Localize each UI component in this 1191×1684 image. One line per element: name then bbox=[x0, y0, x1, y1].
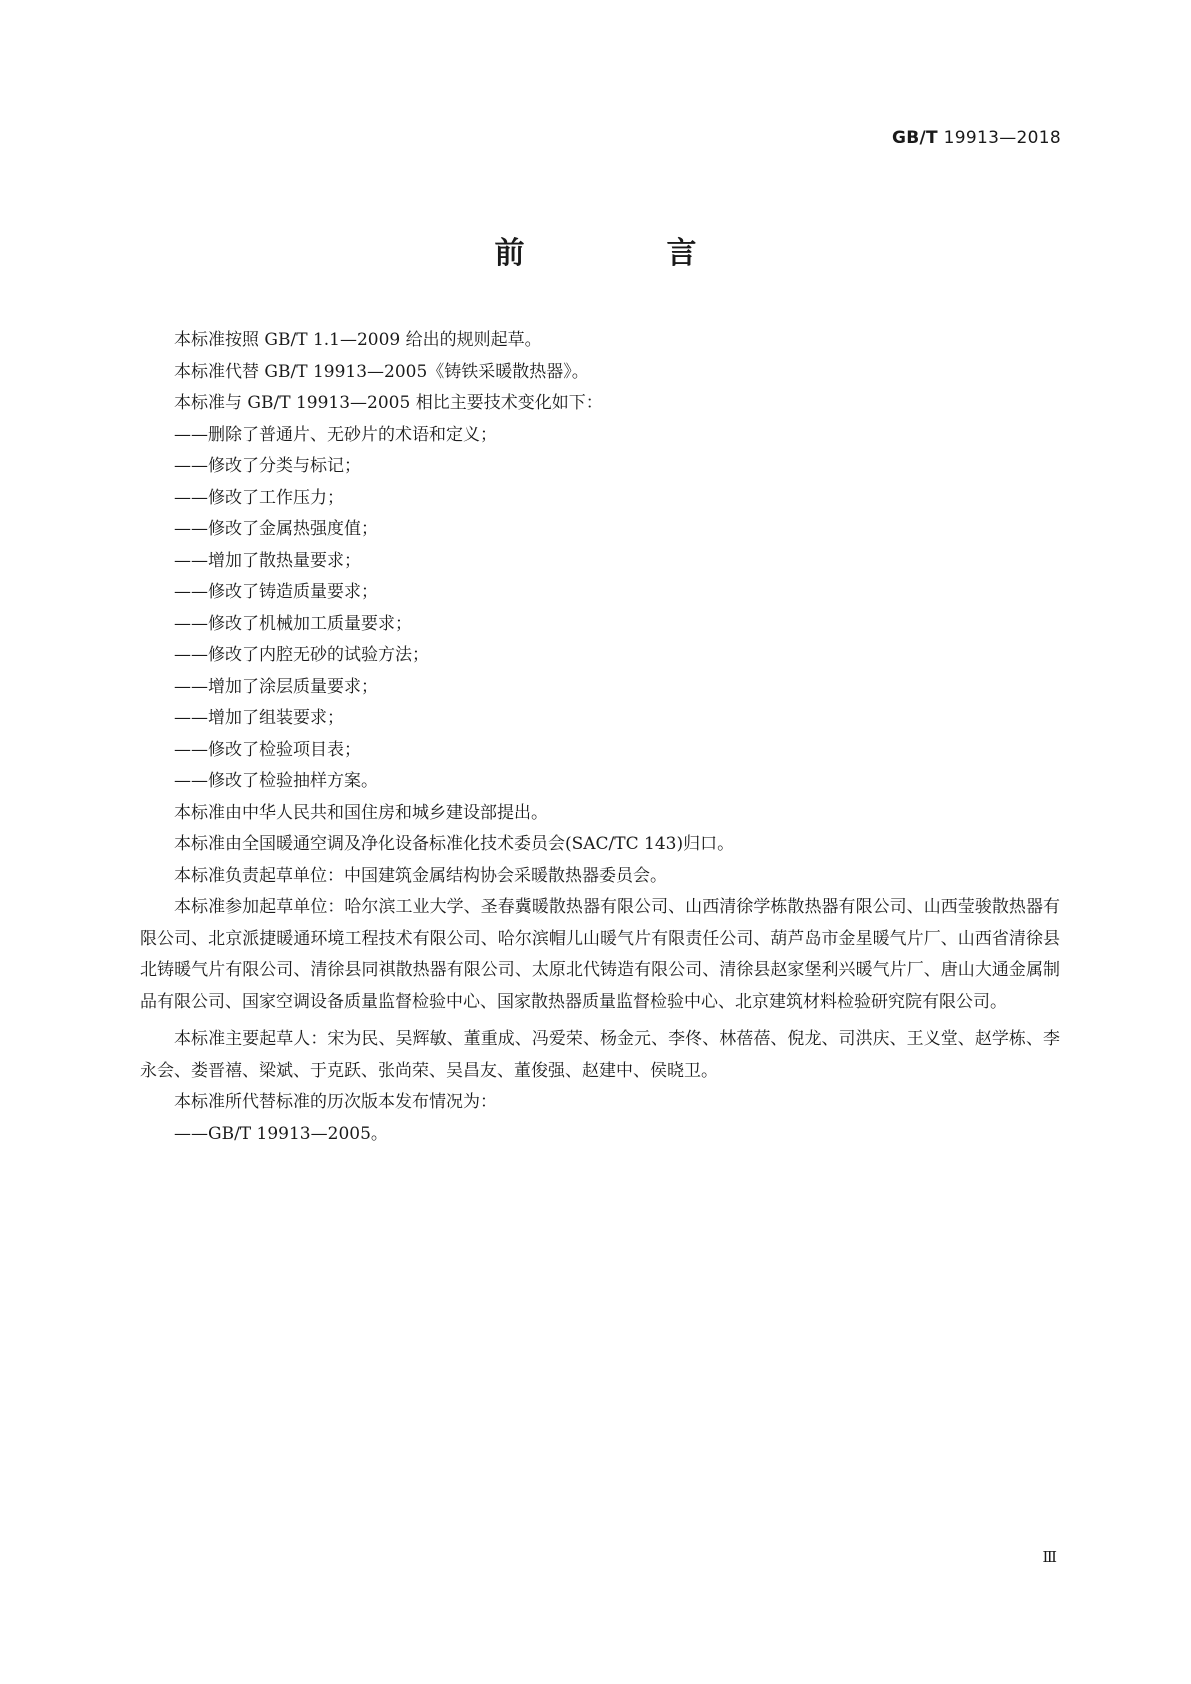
list-item: ——删除了普通片、无砂片的术语和定义； bbox=[174, 424, 497, 445]
paragraph-drafting-rules: 本标准按照 GB/T 1.1—2009 给出的规则起草。 bbox=[174, 330, 542, 350]
changes-list bbox=[140, 420, 1060, 798]
list-item: ——修改了内腔无砂的试验方法； bbox=[174, 645, 429, 665]
paragraph-centralized-by: 本标准由全国暖通空调及净化设备标准化技术委员会(SAC/TC 143)归口。 bbox=[174, 834, 735, 854]
list-item: ——修改了铸造质量要求； bbox=[174, 582, 378, 602]
list-item: ——修改了检验抽样方案。 bbox=[174, 771, 378, 791]
list-item: ——修改了工作压力； bbox=[174, 487, 344, 508]
list-item: ——修改了检验项目表； bbox=[174, 739, 361, 760]
standard-code-number: 19913—2018 bbox=[943, 128, 1061, 148]
paragraph-responsible-unit: 本标准负责起草单位：中国建筑金属结构协会采暖散热器委员会。 bbox=[174, 865, 667, 886]
list-item: ——修改了金属热强度值； bbox=[174, 519, 378, 539]
paragraph-proposed-by: 本标准由中华人民共和国住房和城乡建设部提出。 bbox=[174, 802, 548, 823]
page-title: 前 言 bbox=[494, 236, 753, 271]
list-item: ——修改了机械加工质量要求； bbox=[174, 613, 412, 634]
history-item: ——GB/T 19913—2005。 bbox=[174, 1123, 388, 1144]
paragraph-drafters: 本标准主要起草人：宋为民、吴辉敏、董重成、冯爱荣、杨金元、李佟、林蓓蓓、倪龙、司洪庆、王义堂、赵学栋、李永会、娄晋禧、梁斌、于克跃、张尚荣、吴昌友、董俊强、赵建中、侯晓卫。 bbox=[140, 1029, 1060, 1081]
standard-code-prefix: GB/T bbox=[892, 128, 938, 148]
list-item: ——增加了散热量要求； bbox=[174, 550, 361, 571]
document-body bbox=[140, 325, 1060, 1150]
paragraph-changes-intro: 本标准与 GB/T 19913—2005 相比主要技术变化如下： bbox=[174, 393, 603, 413]
list-item: ——增加了组装要求； bbox=[174, 708, 344, 728]
paragraph-history-intro: 本标准所代替标准的历次版本发布情况为： bbox=[174, 1092, 497, 1112]
page-number: Ⅲ bbox=[1042, 1548, 1057, 1566]
paragraph-participating-units: 本标准参加起草单位：哈尔滨工业大学、圣春冀暖散热器有限公司、山西清徐学栋散热器有限公司、山西莹骏散热器有限公司、北京派捷暖通环境工程技术有限公司、哈尔滨帽儿山暖气片有限责任公司、葫芦岛市金星暖气片厂、山西省清徐县北铸暖气片有限公司、清徐县同祺散热器有限公司、太原北代铸造有限公司、清徐县赵家堡利兴暖气片厂、唐山大通金属制品有限公司、国家空调设备质量监督检验中心、国家散热器质量监督检验中心、北京建筑材料检验研究院有限公司。 bbox=[140, 897, 1060, 1012]
paragraph-replaces: 本标准代替 GB/T 19913—2005《铸铁采暖散热器》。 bbox=[174, 361, 589, 382]
standard-code bbox=[892, 128, 1061, 148]
list-item: ——增加了涂层质量要求； bbox=[174, 676, 378, 697]
list-item: ——修改了分类与标记； bbox=[174, 456, 361, 476]
